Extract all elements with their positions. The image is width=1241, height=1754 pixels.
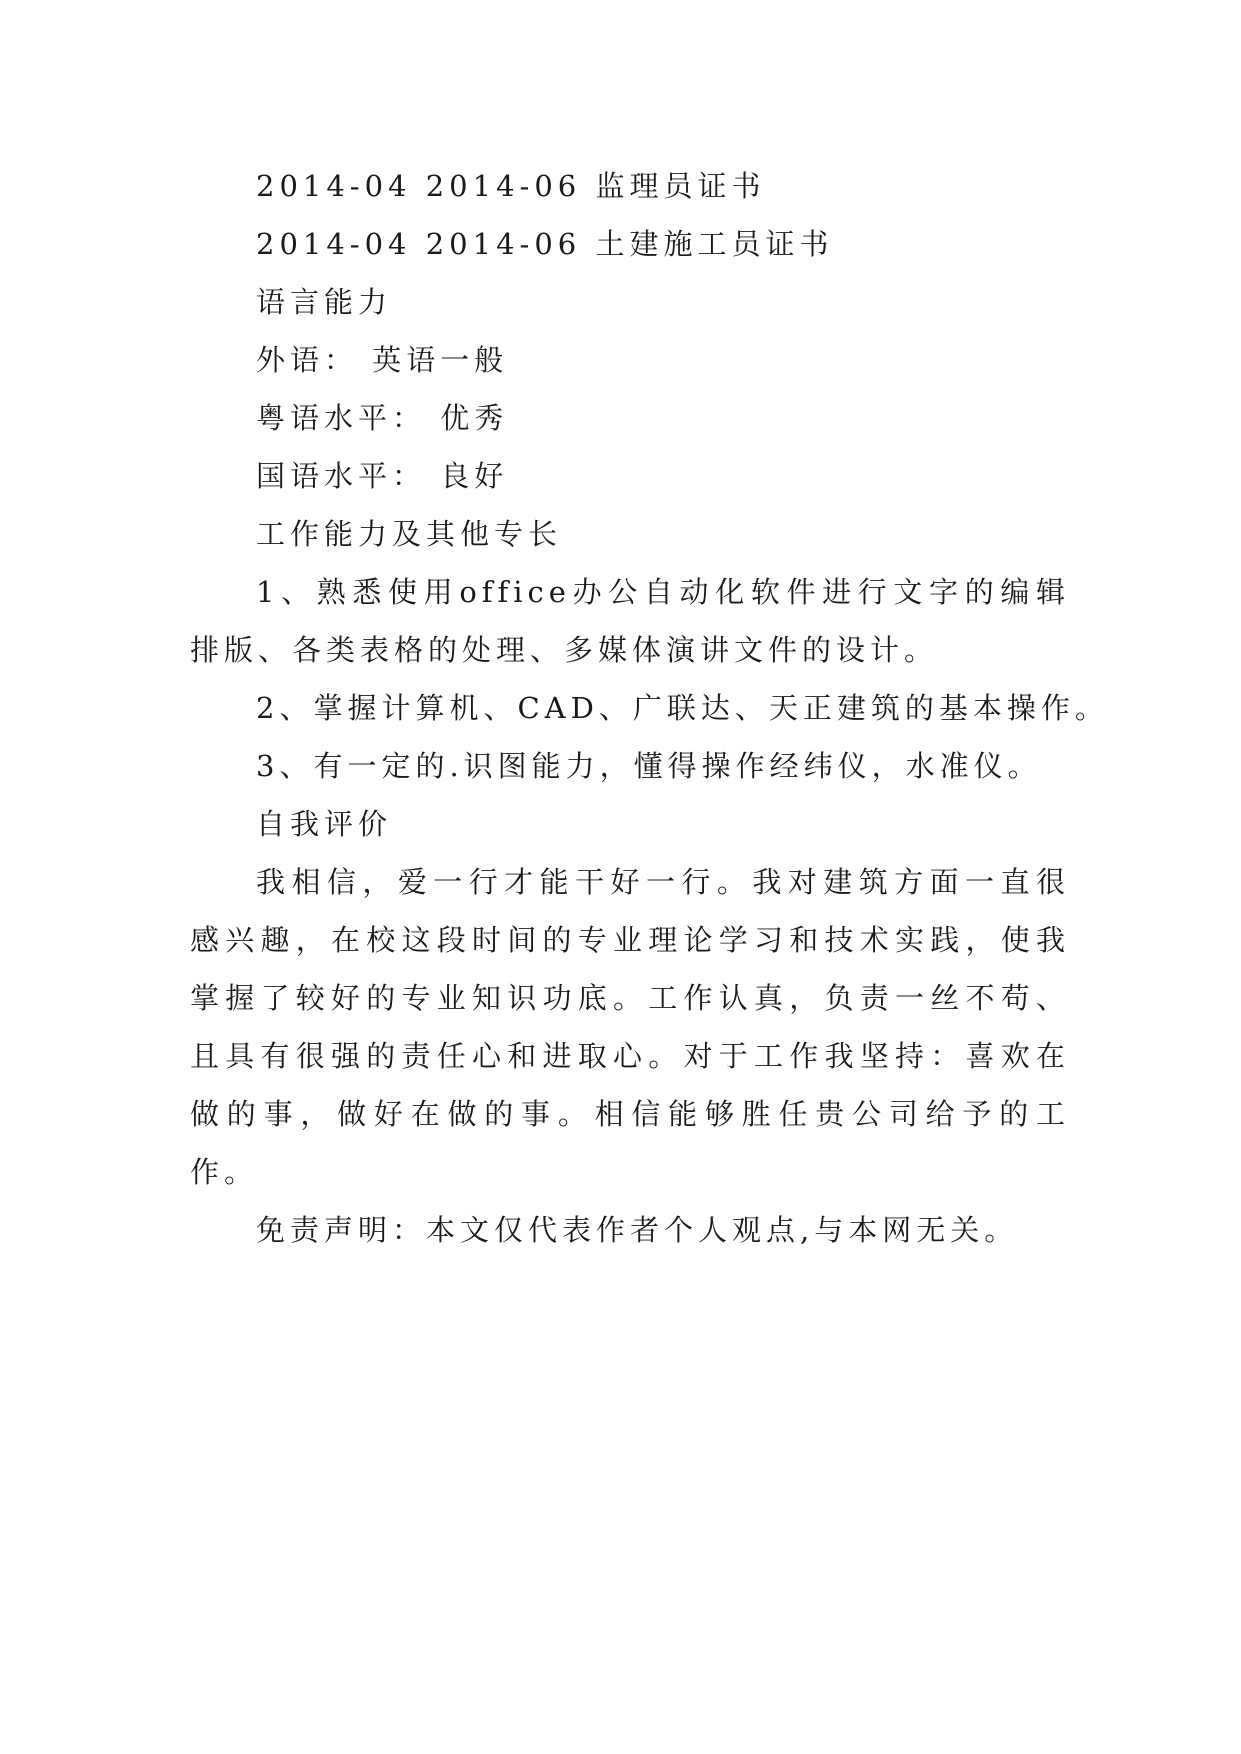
language-cantonese: 粤语水平： 优秀 bbox=[256, 401, 509, 435]
skill-item-3: 3、有一定的.识图能力，懂得操作经纬仪，水准仪。 bbox=[256, 749, 1042, 783]
certificate-line-2: 2014-04 2014-06 土建施工员证书 bbox=[256, 227, 834, 261]
self-eval-heading: 自我评价 bbox=[256, 807, 393, 841]
language-foreign: 外语： 英语一般 bbox=[256, 343, 509, 377]
certificate-line-1: 2014-04 2014-06 监理员证书 bbox=[256, 169, 766, 203]
skill-item-2: 2、掌握计算机、CAD、广联达、天正建筑的基本操作。 bbox=[256, 691, 1109, 725]
skill-item-1: 1、熟悉使用office办公自动化软件进行文字的编辑排版、各类表格的处理、多媒体演讲文件的设计。 bbox=[190, 575, 1070, 667]
self-eval-text: 我相信，爱一行才能干好一行。我对建筑方面一直很感兴趣，在校这段时间的专业理论学习和技术实践，使我掌握了较好的专业知识功底。工作认真，负责一丝不苟、且具有很强的责任心和进取心。对于工作我坚持：喜欢在做的事，做好在做的事。相信能够胜任贵公司给予的工作。 bbox=[190, 865, 1070, 1189]
disclaimer: 免责声明：本文仅代表作者个人观点,与本网无关。 bbox=[256, 1213, 1019, 1247]
document-body bbox=[190, 157, 1109, 1259]
skills-section-heading: 工作能力及其他专长 bbox=[256, 517, 563, 551]
language-mandarin: 国语水平： 良好 bbox=[256, 459, 509, 493]
language-section-heading: 语言能力 bbox=[256, 285, 393, 319]
